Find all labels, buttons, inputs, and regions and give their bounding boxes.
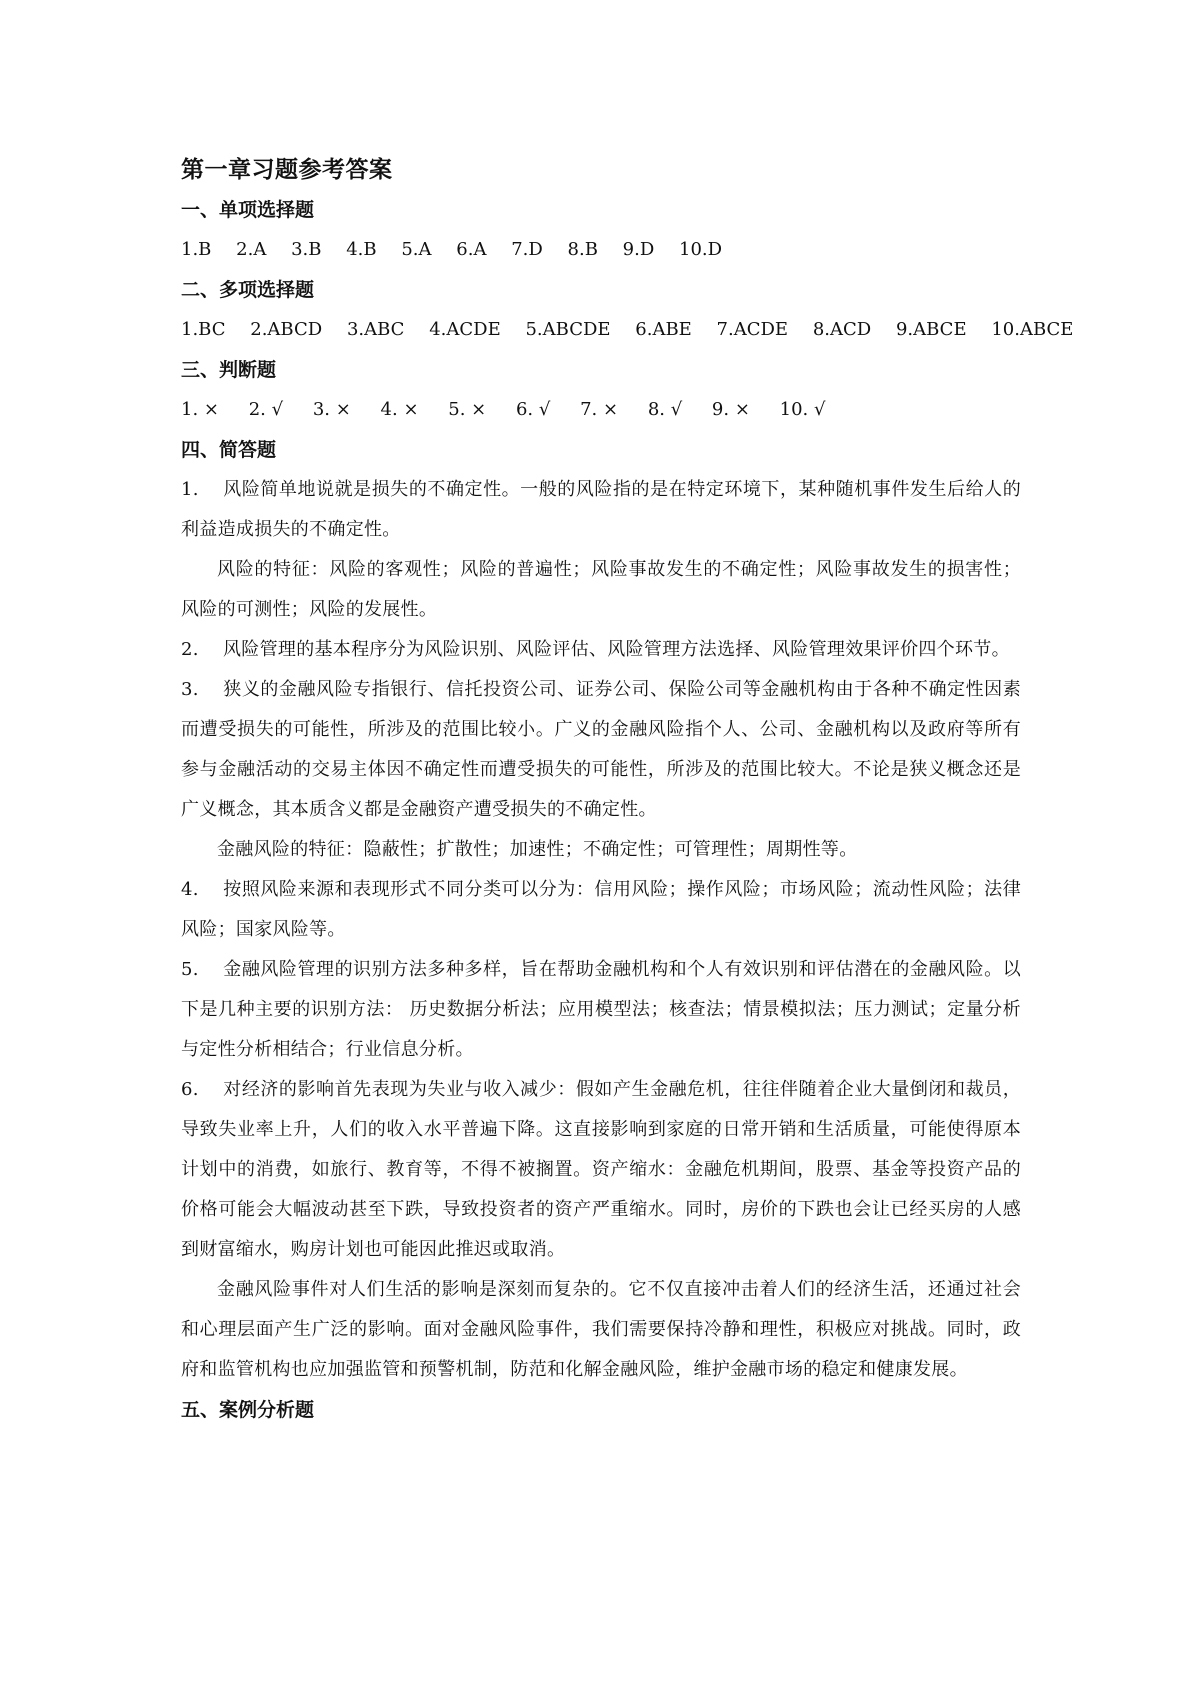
answer-item: 9.ABCE	[895, 319, 967, 340]
single-choice-answers	[181, 230, 1021, 270]
answer-item: 2.ABCD	[250, 319, 323, 340]
true-false-answers	[181, 390, 1021, 430]
answer-item: 6. √	[515, 399, 551, 420]
answer-item: 9. ×	[711, 399, 750, 420]
section-heading-true-false: 三、判断题	[181, 359, 277, 381]
short-answer-6-conclusion: 金融风险事件对人们生活的影响是深刻而复杂的。它不仅直接冲击着人们的经济生活，还通过社会和心理层面产生广泛的影响。面对金融风险事件，我们需要保持冷静和理性，积极应对挑战。同时，政府和监管机构也应加强监管和预警机制，防范和化解金融风险，维护金融市场的稳定和健康发展。	[181, 1279, 1021, 1380]
answer-item: 3.B	[291, 239, 322, 260]
question-number: 5.	[181, 959, 199, 980]
answer-item: 3.ABC	[346, 319, 405, 340]
short-answer-2-paragraph	[181, 630, 1021, 670]
answer-item: 2.A	[236, 239, 267, 260]
section-heading-multi-choice: 二、多项选择题	[181, 279, 315, 301]
answer-item: 4. ×	[380, 399, 419, 420]
answer-item: 6.ABE	[635, 319, 692, 340]
paragraph-text: 风险管理的基本程序分为风险识别、风险评估、风险管理方法选择、风险管理效果评价四个环节。	[223, 639, 1010, 660]
paragraph-text: 按照风险来源和表现形式不同分类可以分为：信用风险；操作风险；市场风险；流动性风险；法律风险；国家风险等。	[181, 879, 1021, 940]
paragraph-text: 风险简单地说就是损失的不确定性。一般的风险指的是在特定环境下，某种随机事件发生后给人的利益造成损失的不确定性。	[181, 479, 1021, 540]
answer-item: 8.B	[567, 239, 598, 260]
answer-item: 10. √	[779, 399, 826, 420]
answer-item: 10.ABCE	[991, 319, 1074, 340]
answer-item: 4.ACDE	[429, 319, 501, 340]
answer-item: 7.ACDE	[716, 319, 789, 340]
answer-item: 4.B	[346, 239, 377, 260]
answer-item: 1. ×	[181, 399, 219, 420]
question-number: 2.	[181, 639, 199, 660]
answer-item: 6.A	[456, 239, 487, 260]
section-heading-short-answer: 四、简答题	[181, 439, 277, 461]
answer-item: 5.A	[401, 239, 432, 260]
question-number: 3.	[181, 679, 199, 700]
section-heading-case-analysis: 五、案例分析题	[181, 1399, 315, 1421]
short-answer-3-characteristics: 金融风险的特征：隐蔽性；扩散性；加速性；不确定性；可管理性；周期性等。	[217, 839, 858, 860]
answer-item: 5.ABCDE	[525, 319, 611, 340]
section-heading-single-choice: 一、单项选择题	[181, 199, 315, 221]
answer-item: 8.ACD	[812, 319, 872, 340]
short-answer-5-paragraph	[181, 950, 1021, 1070]
paragraph-text: 狭义的金融风险专指银行、信托投资公司、证券公司、保险公司等金融机构由于各种不确定性因素而遭受损失的可能性，所涉及的范围比较小。广义的金融风险指个人、公司、金融机构以及政府等所有参与金融活动的交易主体因不确定性而遭受损失的可能性，所涉及的范围比较大。不论是狭义概念还是广义概念，其本质含义都是金融资产遭受损失的不确定性。	[181, 679, 1021, 820]
question-number: 1.	[181, 479, 199, 500]
short-answer-1-paragraph	[181, 470, 1021, 550]
paragraph-text: 对经济的影响首先表现为失业与收入减少：假如产生金融危机，往往伴随着企业大量倒闭和裁员，导致失业率上升，人们的收入水平普遍下降。这直接影响到家庭的日常开销和生活质量，可能使得原本计划中的消费，如旅行、教育等，不得不被搁置。资产缩水：金融危机期间，股票、基金等投资产品的价格可能会大幅波动甚至下跌，导致投资者的资产严重缩水。同时，房价的下跌也会让已经买房的人感到财富缩水，购房计划也可能因此推迟或取消。	[181, 1079, 1021, 1260]
answer-item: 7. ×	[580, 399, 619, 420]
multi-choice-answers	[181, 310, 1074, 350]
question-number: 6.	[181, 1079, 199, 1100]
short-answer-6-paragraph	[181, 1070, 1021, 1270]
answer-item: 9.D	[622, 239, 655, 260]
answer-item: 1.BC	[181, 319, 226, 340]
short-answer-1-characteristics: 风险的特征：风险的客观性；风险的普遍性；风险事故发生的不确定性；风险事故发生的损害性；风险的可测性；风险的发展性。	[181, 559, 1021, 620]
answer-item: 8. √	[647, 399, 683, 420]
document-page	[181, 150, 1074, 1430]
chapter-title: 第一章习题参考答案	[181, 157, 393, 183]
answer-item: 10.D	[679, 239, 723, 260]
short-answer-3-paragraph	[181, 670, 1021, 830]
answer-item: 5. ×	[448, 399, 487, 420]
paragraph-text: 金融风险管理的识别方法多种多样，旨在帮助金融机构和个人有效识别和评估潜在的金融风险。以下是几种主要的识别方法： 历史数据分析法；应用模型法；核查法；情景模拟法；压力测试；定量分析与定性分析相结合；行业信息分析。	[181, 959, 1021, 1060]
answer-item: 2. √	[248, 399, 284, 420]
answer-item: 3. ×	[312, 399, 351, 420]
answer-item: 7.D	[511, 239, 543, 260]
question-number: 4.	[181, 879, 199, 900]
answer-item: 1.B	[181, 239, 212, 260]
short-answer-4-paragraph	[181, 870, 1021, 950]
